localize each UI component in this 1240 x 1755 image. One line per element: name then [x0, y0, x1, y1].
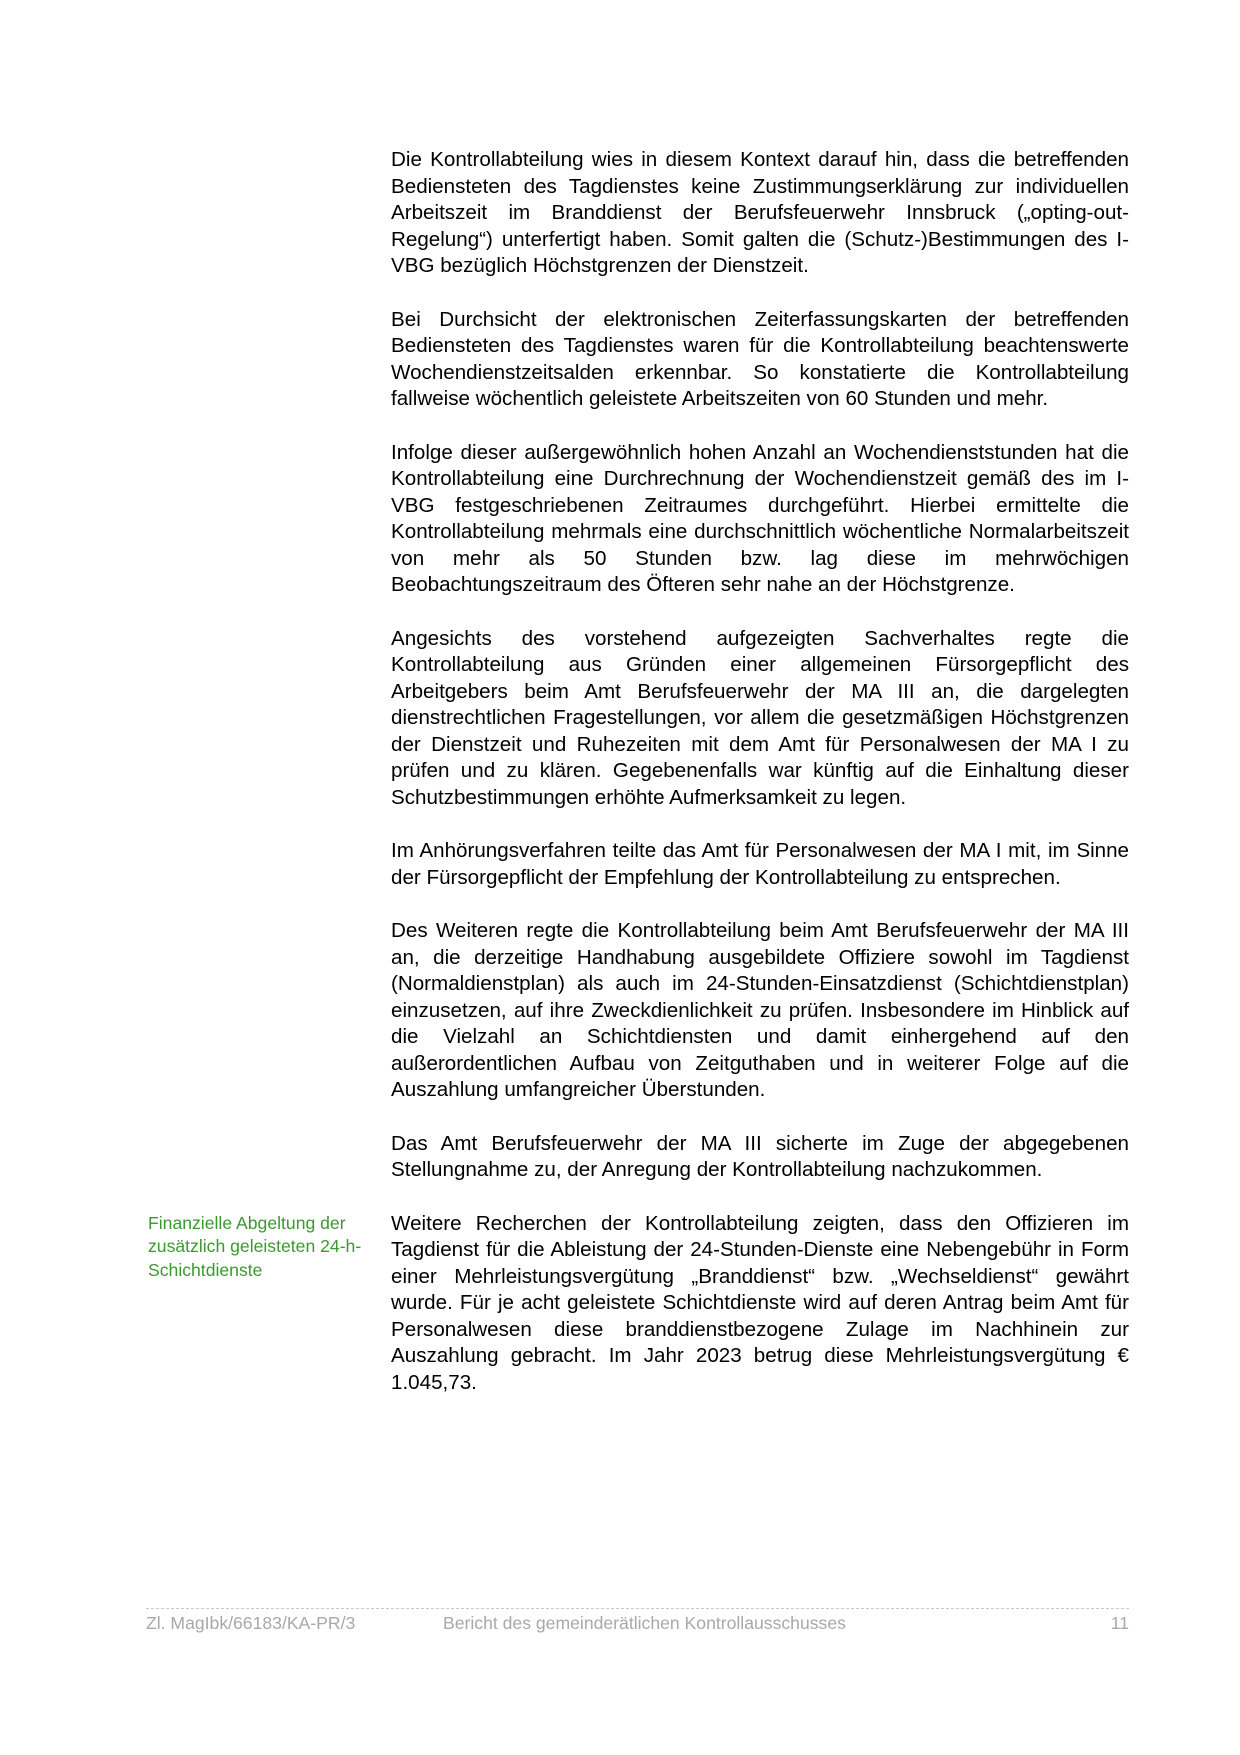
- body-paragraph: Infolge dieser außergewöhnlich hohen Anzahl an Wochendienststunden hat die Kontrollabteilung eine Durchrechnung der Wochendienstzeit gemäß des im I-VBG festgeschriebenen Zeitraumes durchgeführt. Hierbei ermittelte die Kontrollabteilung mehrmals eine durchschnittlich wöchentliche Normalarbeitszeit von mehr als 50 Stunden bzw. lag diese im mehrwöchigen Beobachtungszeitraum des Öfteren sehr nahe an der Höchstgrenze.: [391, 440, 1129, 596]
- body-paragraph: Weitere Recherchen der Kontrollabteilung zeigten, dass den Offizieren im Tagdienst für die Ableistung der 24-Stunden-Dienste eine Nebengebühr in Form einer Mehrleistungsvergütung „Branddienst“ bzw. „Wechseldienst“ gewährt wurde. Für je acht geleistete Schichtdienste wird auf deren Antrag beim Amt für Personalwesen diese branddienstbezogene Zulage im Nachhinein zur Auszahlung gebracht. Im Jahr 2023 betrug diese Mehrleistungsvergütung € 1.045,73.: [391, 1211, 1129, 1394]
- margin-note: Finanzielle Abgeltung der zusätzlich geleisteten 24-h-Schichtdienste: [148, 1212, 362, 1280]
- body-paragraph: Die Kontrollabteilung wies in diesem Kontext darauf hin, dass die betreffenden Bediensteten des Tagdienstes keine Zustimmungserklärung zur individuellen Arbeitszeit im Branddienst der Berufsfeuerwehr Innsbruck („opting-out-Regelung“) unterfertigt haben. Somit galten die (Schutz-)Bestimmungen des I-VBG bezüglich Höchstgrenzen der Dienstzeit.: [391, 148, 1129, 277]
- page-number: 11: [1110, 1613, 1129, 1633]
- footer-title: Bericht des gemeinderätlichen Kontrollausschusses: [443, 1613, 846, 1633]
- body-paragraph: Das Amt Berufsfeuerwehr der MA III sicherte im Zuge der abgegebenen Stellungnahme zu, der Anregung der Kontrollabteilung nachzukommen.: [391, 1131, 1129, 1181]
- footer-reference: Zl. MagIbk/66183/KA-PR/3: [146, 1613, 356, 1633]
- footer-divider: [146, 1608, 1129, 1609]
- document-body: [148, 147, 1129, 1423]
- body-paragraph: Des Weiteren regte die Kontrollabteilung beim Amt Berufsfeuerwehr der MA III an, die derzeitige Handhabung ausgebildete Offiziere sowohl im Tagdienst (Normaldienstplan) als auch im 24-Stunden-Einsatzdienst (Schichtdienstplan) einzusetzen, auf ihre Zweckdienlichkeit zu prüfen. Insbesondere im Hinblick auf die Vielzahl an Schichtdiensten und damit einhergehend auf den außerordentlichen Aufbau von Zeitguthaben und in weiterer Folge auf die Auszahlung umfangreicher Überstunden.: [391, 919, 1129, 1101]
- body-paragraph: Im Anhörungsverfahren teilte das Amt für Personalwesen der MA I mit, im Sinne der Fürsorgepflicht der Empfehlung der Kontrollabteilung zu entsprechen.: [391, 839, 1129, 889]
- body-paragraph: Angesichts des vorstehend aufgezeigten Sachverhaltes regte die Kontrollabteilung aus Gründen einer allgemeinen Fürsorgepflicht des Arbeitgebers beim Amt Berufsfeuerwehr der MA III an, die dargelegten dienstrechtlichen Fragestellungen, vor allem die gesetzmäßigen Höchstgrenzen der Dienstzeit und Ruhezeiten mit dem Amt für Personalwesen der MA I zu prüfen und zu klären. Gegebenenfalls war künftig auf die Einhaltung dieser Schutzbestimmungen erhöhte Aufmerksamkeit zu legen.: [391, 626, 1129, 809]
- section-financial-compensation: [148, 1211, 1129, 1397]
- body-paragraph: Bei Durchsicht der elektronischen Zeiterfassungskarten der betreffenden Bediensteten des Tagdienstes waren für die Kontrollabteilung beachtenswerte Wochendienstzeitsalden erkennbar. So konstatierte die Kontrollabteilung fallweise wöchentlich geleistete Arbeitszeiten von 60 Stunden und mehr.: [391, 307, 1129, 410]
